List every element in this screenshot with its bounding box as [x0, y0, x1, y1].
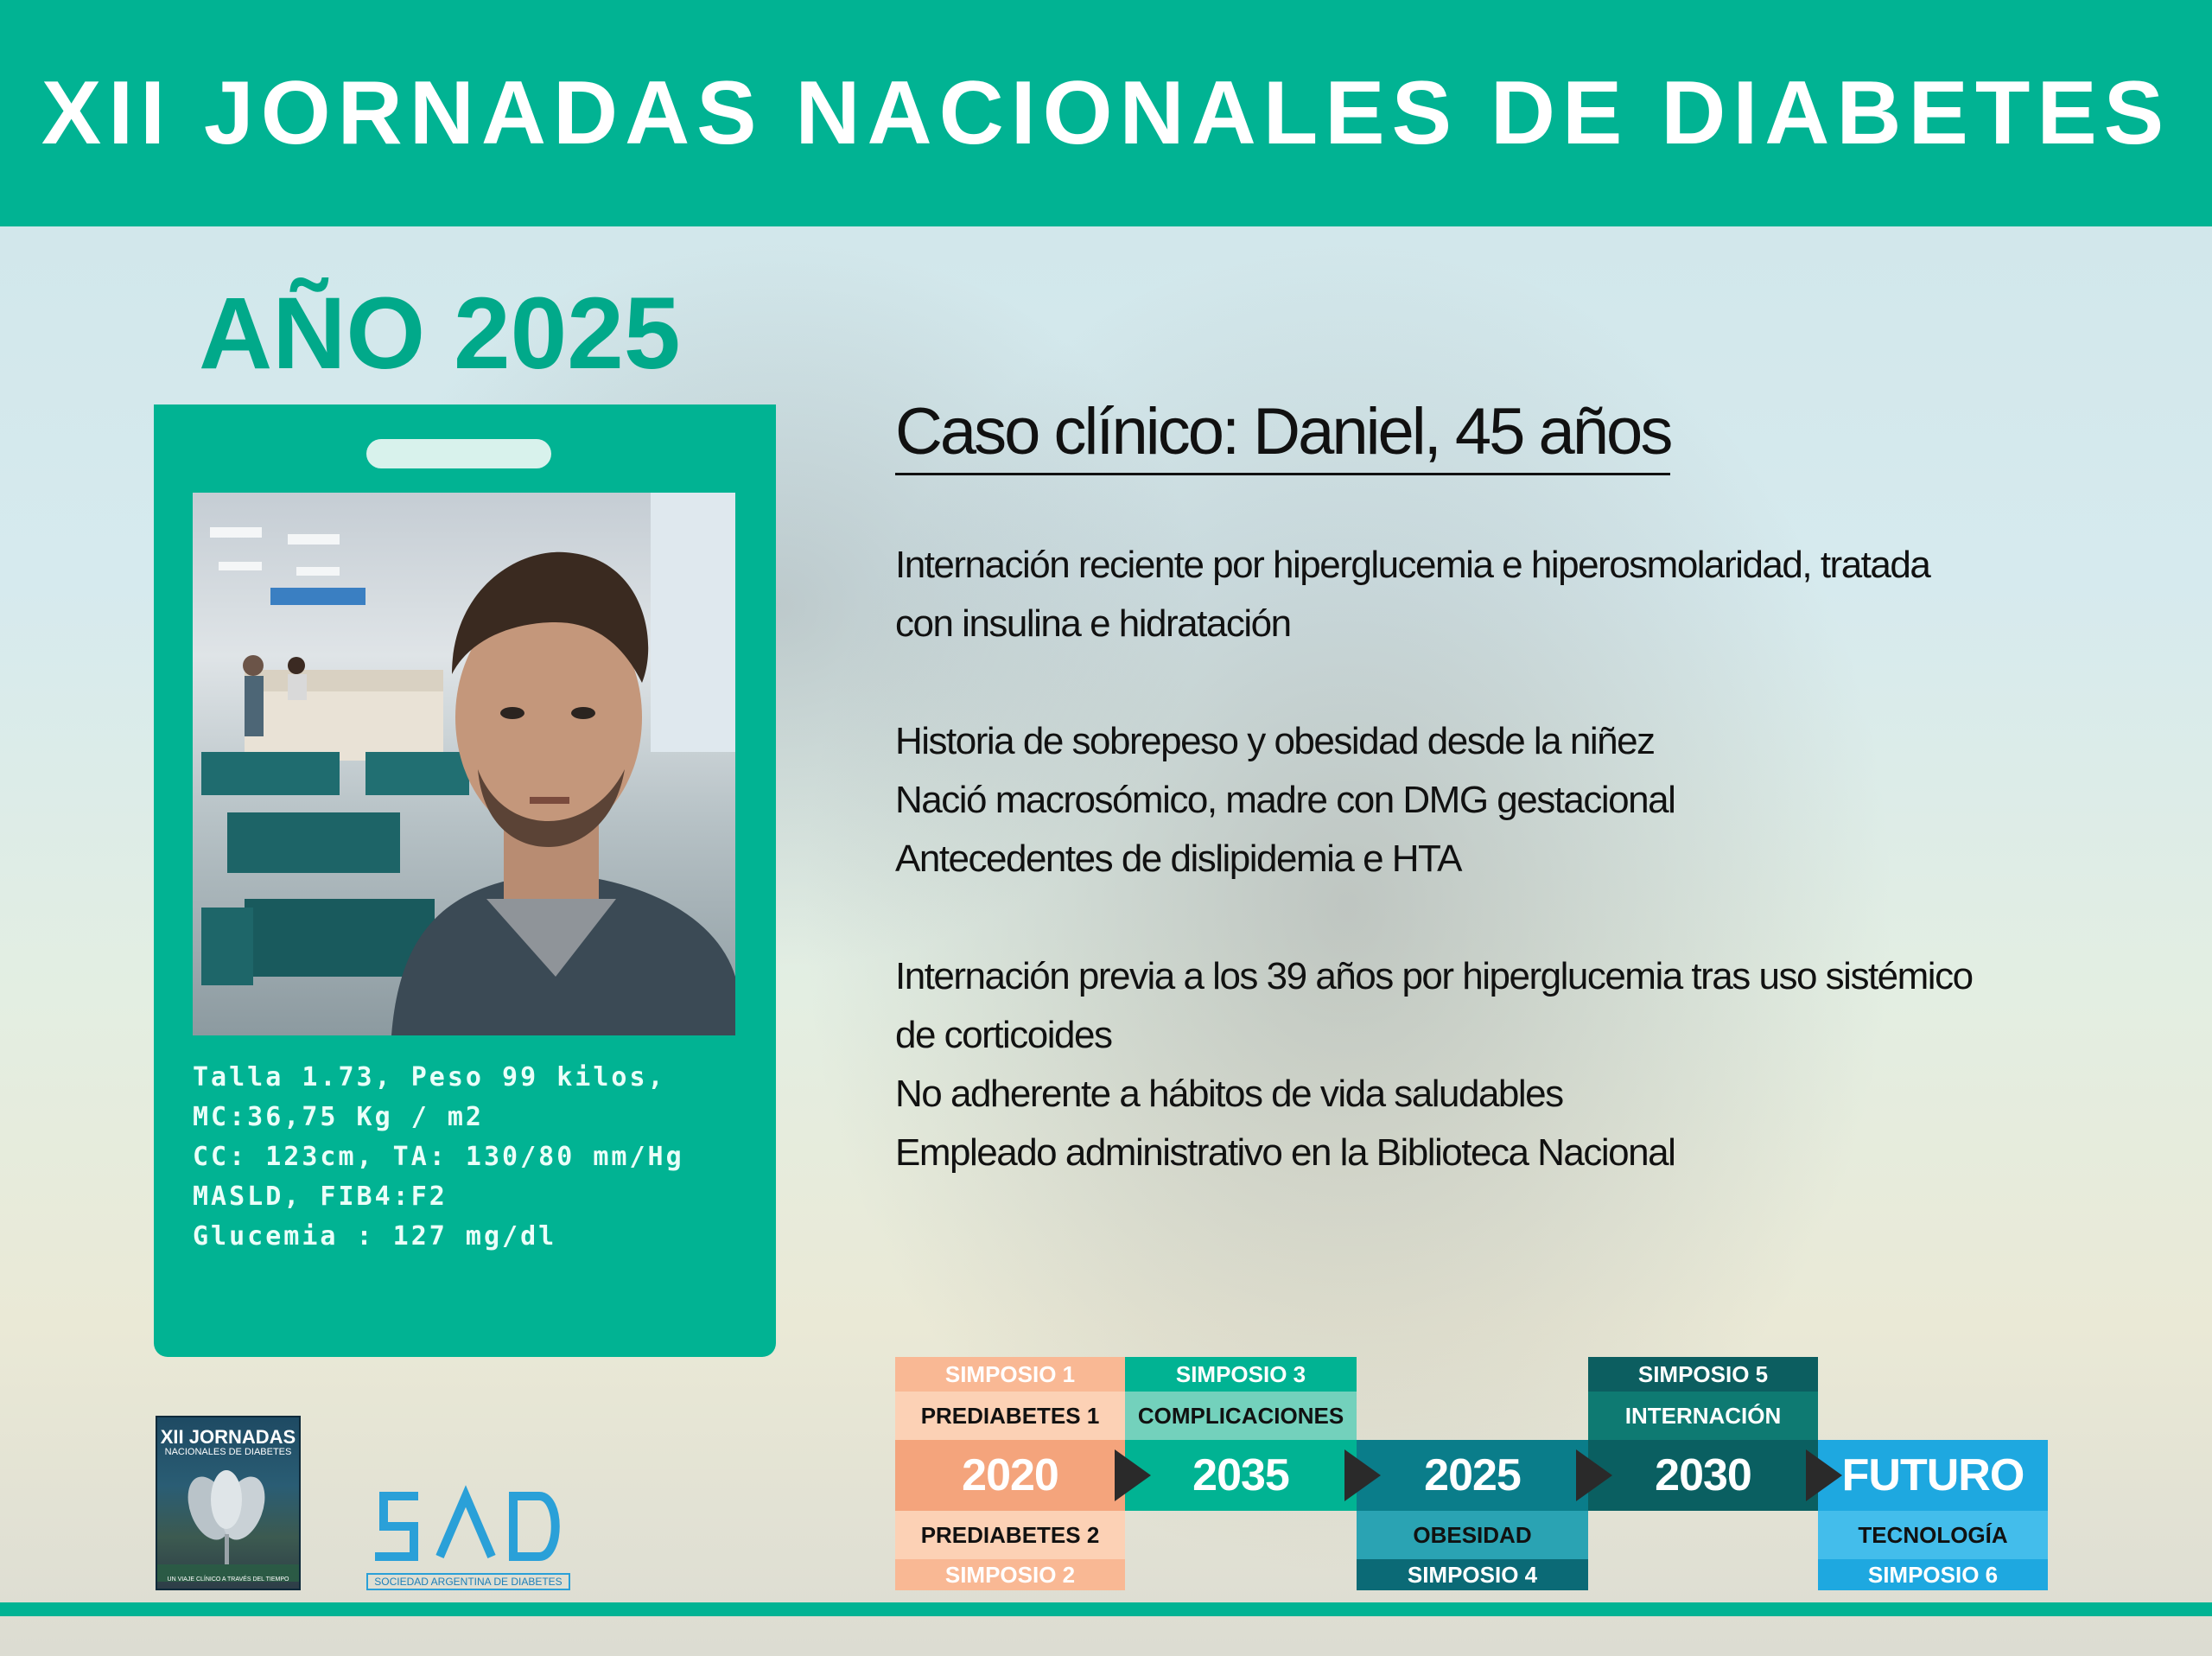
- event-logo-title: XII JORNADAS: [160, 1426, 296, 1448]
- timeline-year-2030: 2030: [1588, 1440, 1818, 1511]
- case-line: Internación reciente por hiperglucemia e hiperosmolaridad, tratada: [895, 544, 1930, 586]
- case-spacer: [895, 653, 2088, 712]
- timeline-year-futuro: FUTURO: [1818, 1440, 2048, 1511]
- sad-logo-icon: [366, 1483, 570, 1570]
- id-badge: [154, 404, 776, 1357]
- timeline-symposium-3: SIMPOSIO 3: [1125, 1357, 1357, 1392]
- stat-line: MASLD, FIB4:F2: [193, 1181, 448, 1212]
- case-line: Internación previa a los 39 años por hiperglucemia tras uso sistémico: [895, 955, 1973, 997]
- timeline-arrow-icon: [1115, 1449, 1151, 1501]
- sad-logo: [366, 1483, 570, 1590]
- timeline-year-2025: 2025: [1357, 1440, 1588, 1511]
- footer-bar: [0, 1602, 2212, 1616]
- timeline-topic-complicaciones: COMPLICACIONES: [1125, 1392, 1357, 1440]
- timeline-arrow-icon: [1344, 1449, 1381, 1501]
- event-logo: [156, 1416, 301, 1590]
- event-logo-tagline: UN VIAJE CLÍNICO A TRAVÉS DEL TIEMPO: [167, 1576, 289, 1583]
- badge-slot: [366, 439, 551, 468]
- timeline-topic-prediabetes-2: PREDIABETES 2: [895, 1511, 1125, 1559]
- timeline-symposium-2: SIMPOSIO 2: [895, 1559, 1125, 1590]
- patient-stats: [193, 1058, 746, 1257]
- timeline-topic-internacion: INTERNACIÓN: [1588, 1392, 1818, 1440]
- case-line: Nació macrosómico, madre con DMG gestacional: [895, 779, 1675, 821]
- timeline-symposium-6: SIMPOSIO 6: [1818, 1559, 2048, 1590]
- case-line: No adherente a hábitos de vida saludables: [895, 1073, 1563, 1115]
- case-line: de corticoides: [895, 1014, 1112, 1056]
- case-line: Empleado administrativo en la Biblioteca Nacional: [895, 1131, 1675, 1174]
- sad-logo-caption: SOCIEDAD ARGENTINA DE DIABETES: [366, 1573, 570, 1590]
- timeline-topic-tecnologia: TECNOLOGÍA: [1818, 1511, 2048, 1559]
- stat-line: Glucemia : 127 mg/dl: [193, 1221, 557, 1252]
- patient-photo: [193, 493, 735, 1035]
- flower-sculpture-icon: [157, 1461, 301, 1582]
- timeline-symposium-1: SIMPOSIO 1: [895, 1357, 1125, 1392]
- stat-line: CC: 123cm, TA: 130/80 mm/Hg: [193, 1142, 684, 1172]
- case-title: Caso clínico: Daniel, 45 años: [895, 394, 1670, 475]
- patient-photo-illustration: [193, 493, 735, 1035]
- year-label: AÑO 2025: [199, 277, 681, 391]
- stat-line: MC:36,75 Kg / m2: [193, 1102, 484, 1132]
- timeline-symposium-5: SIMPOSIO 5: [1588, 1357, 1818, 1392]
- timeline-year-2035: 2035: [1125, 1440, 1357, 1511]
- timeline-topic-prediabetes-1: PREDIABETES 1: [895, 1392, 1125, 1440]
- case-line: Antecedentes de dislipidemia e HTA: [895, 838, 1462, 880]
- case-spacer: [895, 889, 2088, 947]
- event-logo-subtitle: NACIONALES DE DIABETES: [164, 1447, 292, 1457]
- case-line: con insulina e hidratación: [895, 602, 1291, 645]
- timeline-topic-obesidad: OBESIDAD: [1357, 1511, 1588, 1559]
- header-banner: [0, 0, 2212, 226]
- case-description: [895, 536, 2088, 1182]
- timeline-symposium-4: SIMPOSIO 4: [1357, 1559, 1588, 1590]
- timeline-year-2020: 2020: [895, 1440, 1125, 1511]
- page-title: XII JORNADAS NACIONALES DE DIABETES: [41, 62, 2171, 163]
- timeline-arrow-icon: [1576, 1449, 1612, 1501]
- case-line: Historia de sobrepeso y obesidad desde la niñez: [895, 720, 1655, 762]
- stat-line: Talla 1.73, Peso 99 kilos,: [193, 1062, 666, 1092]
- timeline-arrow-icon: [1806, 1449, 1842, 1501]
